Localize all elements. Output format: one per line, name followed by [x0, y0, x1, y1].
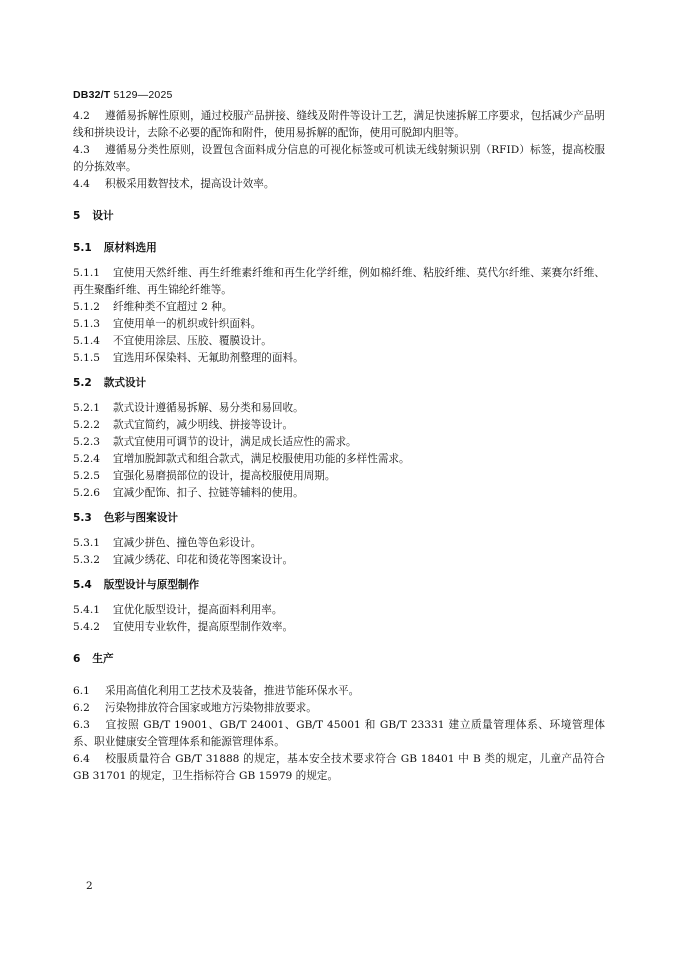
clause-text: 宜增加脱卸款式和组合款式，满足校服使用功能的多样性需求。: [113, 453, 410, 465]
subsection-number: 5.4: [73, 579, 92, 591]
clause-5-2-6: [73, 485, 605, 502]
clause-number: 6.3: [73, 719, 90, 731]
clause-text: 宜优化版型设计，提高面料利用率。: [113, 604, 283, 616]
clause-5-2-3: [73, 434, 605, 451]
clause-5-1-3: [73, 316, 605, 333]
clause-number: 5.2.6: [73, 487, 100, 499]
subsection-title: 款式设计: [103, 377, 147, 389]
section-title: 生产: [92, 653, 114, 665]
clause-number: 4.4: [73, 178, 90, 190]
clause-number: 6.2: [73, 702, 90, 714]
clause-text: 款式宜简约，减少明线、拼接等设计。: [113, 419, 294, 431]
clause-text: 不宜使用涂层、压胶、覆膜设计。: [113, 335, 272, 347]
clause-number: 5.2.4: [73, 453, 100, 465]
clause-number: 5.1.5: [73, 352, 100, 364]
clause-5-1-1: [73, 265, 605, 299]
clause-text: 污染物排放符合国家或地方污染物排放要求。: [105, 702, 317, 714]
subsection-number: 5.1: [73, 242, 92, 254]
clause-text: 校服质量符合 GB/T 31888 的规定，基本安全技术要求符合 GB 18401 中 B 类的规定，儿童产品符合 GB 31701 的规定，卫生指标符合 GB 15979 的规定。: [73, 753, 605, 782]
clause-number: 5.1.1: [73, 267, 100, 279]
clause-text: 宜选用环保染料、无氟助剂整理的面料。: [113, 352, 304, 364]
section-title: 设计: [92, 210, 114, 222]
clause-text: 款式宜使用可调节的设计，满足成长适应性的需求。: [113, 436, 357, 448]
clause-text: 宜按照 GB/T 19001、GB/T 24001、GB/T 45001 和 GB/T 23331 建立质量管理体系、环境管理体系、职业健康安全管理体系和能源管理体系。: [73, 719, 605, 748]
clause-number: 5.4.1: [73, 604, 100, 616]
clause-6-2: [73, 700, 605, 717]
section-number: 5: [73, 210, 81, 222]
clause-6-1: [73, 683, 605, 700]
subsection-heading-5-3: [73, 510, 605, 527]
subsection-heading-5-1: [73, 240, 605, 257]
clause-number: 5.2.1: [73, 402, 100, 414]
clause-number: 5.1.4: [73, 335, 100, 347]
section-heading-6: [73, 651, 605, 668]
clause-number: 6.4: [73, 753, 90, 765]
clause-4-3: [73, 142, 605, 176]
clause-text: 积极采用数智技术，提高设计效率。: [105, 178, 275, 190]
clause-5-2-5: [73, 468, 605, 485]
standard-header: [73, 89, 173, 101]
subsection-number: 5.3: [73, 512, 92, 524]
clause-number: 5.1.2: [73, 301, 100, 313]
section-heading-5: [73, 208, 605, 225]
clause-text: 宜减少拼色、撞色等色彩设计。: [113, 537, 262, 549]
subsection-title: 色彩与图案设计: [103, 512, 178, 524]
clause-text: 宜减少绣花、印花和烫花等图案设计。: [113, 554, 294, 566]
clause-number: 5.4.2: [73, 621, 100, 633]
page-number: 2: [86, 880, 93, 892]
clause-text: 纤维种类不宜超过 2 种。: [113, 301, 233, 313]
clause-number: 5.1.3: [73, 318, 100, 330]
subsection-heading-5-4: [73, 577, 605, 594]
clause-number: 5.2.2: [73, 419, 100, 431]
clause-number: 5.2.5: [73, 470, 100, 482]
clause-6-3: [73, 717, 605, 751]
subsection-title: 原材料选用: [103, 242, 157, 254]
clause-text: 遵循易拆解性原则，通过校服产品拼接、缝线及附件等设计工艺，满足快速拆解工序要求，包括减少产品明线和拼块设计，去除不必要的配饰和附件，使用易拆解的配饰，使用可脱卸内胆等。: [73, 110, 605, 139]
clause-number: 5.2.3: [73, 436, 100, 448]
clause-text: 款式设计遵循易拆解、易分类和易回收。: [113, 402, 304, 414]
clause-number: 4.3: [73, 144, 90, 156]
clause-text: 宜使用单一的机织或针织面料。: [113, 318, 262, 330]
clause-number: 6.1: [73, 685, 90, 697]
document-body: [73, 108, 605, 785]
clause-number: 4.2: [73, 110, 90, 122]
clause-5-1-5: [73, 350, 605, 367]
clause-5-2-4: [73, 451, 605, 468]
clause-5-1-2: [73, 299, 605, 316]
clause-5-2-1: [73, 400, 605, 417]
clause-text: 采用高值化利用工艺技术及装备，推进节能环保水平。: [105, 685, 360, 697]
subsection-title: 版型设计与原型制作: [103, 579, 200, 591]
clause-5-1-4: [73, 333, 605, 350]
clause-5-3-1: [73, 535, 605, 552]
section-number: 6: [73, 653, 81, 665]
clause-4-4: [73, 176, 605, 193]
clause-5-4-2: [73, 619, 605, 636]
clause-text: 遵循易分类性原则，设置包含面料成分信息的可视化标签或可机读无线射频识别（RFID）标签，提高校服的分拣效率。: [73, 144, 605, 173]
clause-text: 宜使用专业软件，提高原型制作效率。: [113, 621, 294, 633]
clause-5-4-1: [73, 602, 605, 619]
clause-number: 5.3.2: [73, 554, 100, 566]
clause-text: 宜减少配饰、扣子、拉链等辅料的使用。: [113, 487, 304, 499]
clause-5-3-2: [73, 552, 605, 569]
standard-number: 5129—2025: [113, 89, 173, 101]
subsection-heading-5-2: [73, 375, 605, 392]
clause-4-2: [73, 108, 605, 142]
clause-6-4: [73, 751, 605, 785]
clause-5-2-2: [73, 417, 605, 434]
clause-text: 宜使用天然纤维、再生纤维素纤维和再生化学纤维，例如棉纤维、粘胶纤维、莫代尔纤维、莱赛尔纤维、再生聚酯纤维、再生锦纶纤维等。: [73, 267, 605, 296]
clause-number: 5.3.1: [73, 537, 100, 549]
standard-prefix: DB32/T: [73, 89, 111, 101]
subsection-number: 5.2: [73, 377, 92, 389]
clause-text: 宜强化易磨损部位的设计，提高校服使用周期。: [113, 470, 336, 482]
